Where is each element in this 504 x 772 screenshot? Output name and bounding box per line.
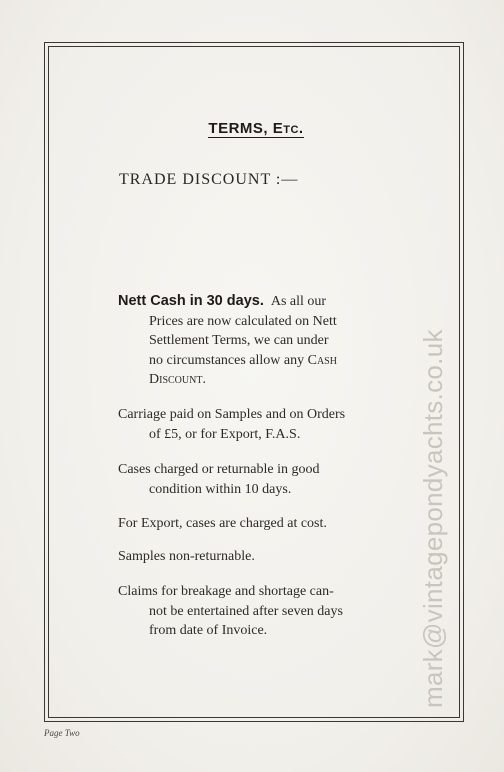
- export-paragraph: For Export, cases are charged at cost.: [118, 516, 327, 531]
- claims-line-3: from date of Invoice.: [149, 623, 268, 638]
- nett-cash-line-2: Settlement Terms, we can under: [149, 333, 329, 348]
- heading-sub: Etc.: [272, 120, 304, 137]
- page-number-footer: Page Two: [44, 728, 80, 738]
- trade-discount-label: TRADE DISCOUNT :—: [119, 171, 299, 188]
- carriage-line-2: of £5, or for Export, F.A.S.: [149, 426, 301, 442]
- carriage-paragraph: [118, 405, 394, 444]
- nett-cash-first-rest: As all our: [270, 294, 327, 309]
- nett-cash-lead: Nett Cash in 30 days.: [118, 293, 264, 309]
- claims-paragraph: [118, 582, 394, 641]
- cash-word: Cash: [307, 352, 337, 368]
- heading-main: TERMS,: [208, 120, 269, 137]
- carriage-line-1: Carriage paid on Samples and on Orders: [118, 407, 346, 422]
- nett-cash-line-3-text: no circumstances allow any: [149, 352, 305, 368]
- cases-paragraph: [118, 460, 394, 499]
- heading-underlined: [208, 120, 303, 138]
- claims-line-2: not be entertained after seven days: [149, 603, 343, 619]
- discount-word: Discount.: [149, 372, 206, 387]
- claims-line-1: Claims for breakage and shortage can-: [118, 584, 334, 599]
- page-heading: [0, 120, 504, 137]
- cases-line-1: Cases charged or returnable in good: [118, 462, 320, 477]
- email-watermark: mark@vintagepondyachts.co.uk: [418, 329, 448, 708]
- nett-cash-line-1: Prices are now calculated on Nett: [149, 313, 337, 329]
- cases-line-2: condition within 10 days.: [149, 481, 292, 497]
- samples-paragraph: Samples non-returnable.: [118, 549, 255, 564]
- nett-cash-line-3: [118, 351, 394, 371]
- nett-cash-paragraph: [118, 292, 394, 390]
